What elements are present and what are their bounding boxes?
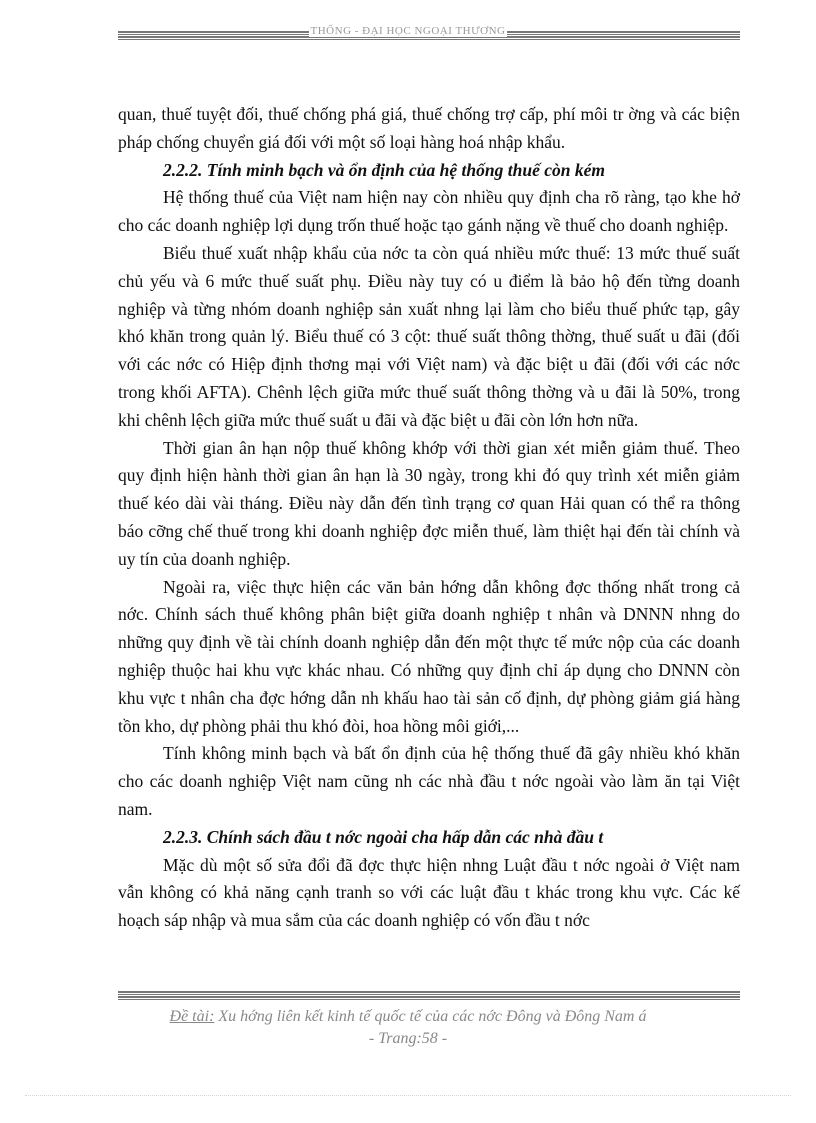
page-suffix: - (437, 1030, 448, 1047)
page-body (118, 101, 740, 935)
paragraph-3: Biểu thuế xuất nhập khẩu của nớc ta còn quá nhiều mức thuế: 13 mức thuế suất chủ yếu và 6 mức thuế suất phụ. Điều này tuy có u điểm là bảo hộ đến từng doanh nghiệp và từng nhóm doanh nghiệp sản xuất nhng lại làm cho biểu thuế phức tạp, gây khó khăn trong quản lý. Biểu thuế có 3 cột: thuế suất thông thờng, thuế suất u đãi (đối với các nớc có Hiệp định thơng mại với Việt nam) và đặc biệt u đãi (đối với các nớc trong khối AFTA). Chênh lệch giữa mức thuế suất thông thờng và u đãi là 50%, trong khi chênh lệch giữa mức thuế suất u đãi và đặc biệt u đãi còn lớn hơn nữa. (118, 242, 740, 430)
section-heading-2-2-3: 2.2.3. Chính sách đầu t nớc ngoài cha hấp dẫn các nhà đầu t (163, 826, 604, 847)
section-heading-2-2-2: 2.2.2. Tính minh bạch và ổn định của hệ thống thuế còn kém (163, 159, 605, 180)
paragraph-2: Hệ thống thuế của Việt nam hiện nay còn nhiều quy định cha rõ ràng, tạo khe hở cho các doanh nghiệp lợi dụng trốn thuế hoặc tạo gánh nặng về thuế cho doanh nghiệp. (118, 187, 740, 236)
paragraph-6: Tính không minh bạch và bất ổn định của hệ thống thuế đã gây nhiều khó khăn cho các doanh nghiệp Việt nam cũng nh các nhà đầu t nớc ngoài vào làm ăn tại Việt nam. (118, 743, 740, 819)
bottom-dotted-border (25, 1095, 791, 1096)
page-number: 58 (421, 1030, 438, 1047)
footer-page-line (0, 1028, 816, 1050)
paragraph-5: Ngoài ra, việc thực hiện các văn bản hớng dẫn không đợc thống nhất trong cả nớc. Chính sách thuế không phân biệt giữa doanh nghiệp t nhân và DNNN nhng do những quy định về tài chính doanh nghiệp dẫn đến một thực tế mức nộp của các doanh nghiệp thuộc hai khu vực khác nhau. Có những quy định chỉ áp dụng cho DNNN còn khu vực t nhân cha đợc hớng dẫn nh khấu hao tài sản cố định, dự phòng giảm giá hàng tồn kho, dự phòng phải thu khó đòi, hoa hồng môi giới,... (118, 576, 740, 736)
paragraph-1: quan, thuế tuyệt đối, thuế chống phá giá, thuế chống trợ cấp, phí môi tr ờng và các biện pháp chống chuyển giá đối với một số loại hàng hoá nhập khẩu. (118, 104, 740, 152)
header-text: THỐNG - ĐẠI HỌC NGOẠI THƯƠNG (310, 25, 506, 37)
paragraph-4: Thời gian ân hạn nộp thuế không khớp với thời gian xét miễn giảm thuế. Theo quy định hiện hành thời gian ân hạn là 30 ngày, trong khi đó quy trình xét miễn giảm thuế kéo dài vài tháng. Điều này dẫn đến tình trạng cơ quan Hải quan có thể ra thông báo cỡng chế thuế trong khi doanh nghiệp đợc miễn thuế, làm thiệt hại đến tài chính và uy tín của doanh nghiệp. (118, 437, 740, 569)
page-label: - Trang: (368, 1030, 422, 1047)
footer-title: Xu hớng liên kết kinh tế quốc tế của các nớc Đông và Đông Nam á (214, 1008, 647, 1025)
page-footer (0, 1006, 816, 1050)
paragraph-7: Mặc dù một số sửa đổi đã đợc thực hiện nhng Luật đầu t nớc ngoài ở Việt nam vẫn không có khả năng cạnh tranh so với các luật đầu t khác trong khu vực. Các kế hoạch sáp nhập và mua sắm của các doanh nghiệp có vốn đầu t nớc (118, 854, 740, 931)
footer-title-line (0, 1006, 816, 1028)
footer-label: Đề tài: (169, 1008, 215, 1025)
footer-rule (118, 990, 740, 1000)
